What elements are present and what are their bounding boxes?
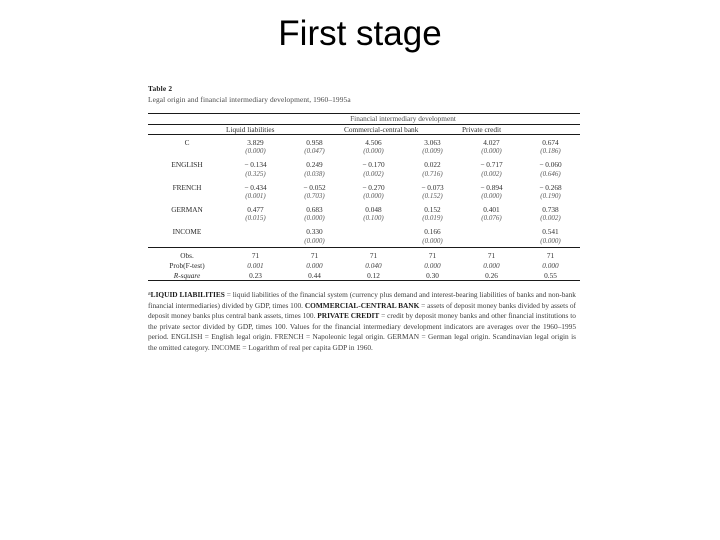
cell-pvalue: (0.703) <box>304 191 325 200</box>
table-bottom-rule <box>148 281 580 282</box>
cell-coef: 4.506 <box>344 135 403 148</box>
cell-pvalue <box>462 237 521 247</box>
cell-stat: 71 <box>226 247 285 260</box>
row-label-income: INCOME <box>172 227 202 237</box>
cell-coef: 0.738 <box>542 204 559 214</box>
footnote-marker: a <box>148 291 151 298</box>
cell-pvalue: (0.001) <box>245 191 266 200</box>
cell-stat: 0.30 <box>426 271 439 281</box>
pvalue-row-spacer <box>148 237 226 247</box>
cell-coef: − 0.434 <box>244 182 267 192</box>
row-label-english: ENGLISH <box>171 160 203 170</box>
cell-coef: 3.063 <box>403 135 462 148</box>
table-column-header-row <box>148 124 580 134</box>
table-pvalue-row <box>148 214 580 224</box>
column-header-private-credit: Private credit <box>462 124 580 134</box>
table-stat-row-prob-f-test <box>148 260 580 270</box>
cell-stat: 71 <box>344 247 403 260</box>
cell-coef: 3.829 <box>226 135 285 148</box>
stat-label-obs: Obs. <box>148 247 226 260</box>
cell-stat: 0.55 <box>544 271 557 281</box>
cell-pvalue: (0.038) <box>304 169 325 178</box>
table-stat-row-obs <box>148 247 580 260</box>
column-header-commercial-central-bank: Commercial-central bank <box>344 124 462 134</box>
cell-coef: 0.048 <box>365 204 382 214</box>
cell-pvalue: (0.002) <box>481 169 502 178</box>
table-number: Table 2 <box>148 84 173 93</box>
cell-pvalue: (0.002) <box>363 169 384 178</box>
pvalue-row-spacer <box>148 192 226 202</box>
cell-stat: 0.000 <box>424 260 441 270</box>
cell-stat: 0.26 <box>485 271 498 281</box>
cell-pvalue: (0.015) <box>245 214 266 223</box>
slide-title: First stage <box>278 14 442 53</box>
cell-coef: − 0.134 <box>244 160 267 170</box>
stat-label-r-square: R-square <box>173 271 201 281</box>
footnote-text-1: = liquid liabilities of the financial system (currency plus demand and interest-bearing liabilities of banks and non-bank financial intermediaries) divided by GDP, times 100. <box>148 290 576 310</box>
table-pvalue-row <box>148 170 580 180</box>
cell-coef <box>226 224 285 236</box>
cell-coef: − 0.052 <box>303 182 326 192</box>
cell-stat: 0.000 <box>542 260 559 270</box>
table-row <box>148 157 580 169</box>
cell-pvalue: (0.009) <box>422 147 443 156</box>
cell-stat: 0.001 <box>247 260 264 270</box>
row-label-german: GERMAN <box>171 204 203 214</box>
cell-coef: − 0.894 <box>480 182 503 192</box>
table-stat-row-r-square <box>148 270 580 281</box>
column-header-liquid-liabilities: Liquid liabilities <box>226 124 344 134</box>
cell-pvalue: (0.047) <box>304 147 325 156</box>
cell-pvalue: (0.100) <box>363 214 384 223</box>
cell-pvalue: (0.152) <box>422 191 443 200</box>
regression-table <box>148 113 580 281</box>
cell-coef: − 0.268 <box>539 182 562 192</box>
table-heading <box>148 84 580 104</box>
cell-coef: 0.401 <box>483 204 500 214</box>
table-row <box>148 224 580 236</box>
cell-coef: 0.152 <box>424 204 441 214</box>
cell-coef: 0.674 <box>521 135 580 148</box>
cell-pvalue: (0.019) <box>422 214 443 223</box>
cell-coef: − 0.170 <box>362 160 385 170</box>
row-label-c: C <box>148 135 226 148</box>
cell-coef: 0.541 <box>542 227 559 237</box>
cell-coef: 0.249 <box>306 160 323 170</box>
cell-pvalue: (0.076) <box>481 214 502 223</box>
cell-pvalue: (0.000) <box>363 147 384 156</box>
cell-stat: 71 <box>403 247 462 260</box>
cell-stat: 0.23 <box>249 271 262 281</box>
table-footnote <box>148 286 576 353</box>
cell-pvalue: (0.000) <box>481 147 502 156</box>
footnote-term-private-credit: PRIVATE CREDIT <box>317 311 380 321</box>
cell-pvalue: (0.325) <box>245 169 266 178</box>
cell-pvalue: (0.646) <box>540 169 561 178</box>
cell-coef: 0.166 <box>424 227 441 237</box>
table-row <box>148 202 580 214</box>
cell-pvalue: (0.000) <box>481 191 502 200</box>
cell-coef <box>344 224 403 236</box>
scanned-table-image <box>148 84 580 353</box>
footnote-term-commercial-central-bank: COMMERCIAL-CENTRAL BANK <box>304 300 420 310</box>
cell-stat: 71 <box>462 247 521 260</box>
column-header-spacer <box>148 124 226 134</box>
cell-pvalue: (0.000) <box>363 191 384 200</box>
cell-stat: 0.12 <box>367 271 380 281</box>
cell-stat: 71 <box>285 247 344 260</box>
cell-pvalue: (0.000) <box>304 236 325 245</box>
cell-stat: 71 <box>521 247 580 260</box>
footnote-text-2: = assets of deposit money banks divided by assets of deposit money banks plus central bank assets, times 100. <box>148 300 577 321</box>
table-pvalue-row <box>148 147 580 157</box>
cell-pvalue: (0.190) <box>540 191 561 200</box>
cell-coef: − 0.270 <box>362 182 385 192</box>
table-group-header-row <box>148 114 580 124</box>
cell-coef: 0.330 <box>306 227 323 237</box>
cell-coef: 0.958 <box>285 135 344 148</box>
cell-pvalue: (0.000) <box>540 236 561 245</box>
cell-pvalue: (0.002) <box>540 214 561 223</box>
pvalue-row-spacer <box>148 214 226 224</box>
group-header-spacer <box>148 114 226 124</box>
cell-pvalue: (0.186) <box>540 147 561 156</box>
cell-pvalue: (0.716) <box>422 169 443 178</box>
table-row <box>148 135 580 148</box>
row-label-french: FRENCH <box>172 182 202 192</box>
pvalue-row-spacer <box>148 170 226 180</box>
table-pvalue-row <box>148 237 580 247</box>
cell-pvalue <box>344 237 403 247</box>
cell-pvalue: (0.000) <box>245 147 266 156</box>
cell-pvalue: (0.000) <box>304 214 325 223</box>
cell-coef <box>462 224 521 236</box>
cell-pvalue: (0.000) <box>422 236 443 245</box>
footnote-text-3: = credit by deposit money banks and other financial institutions to the private sector divided by GDP, times 100. Values for the financial intermediary development indicators are averages over the 1960–1995 period. ENGLISH = English legal origin. FRENCH = Napoleonic legal origin. GERMAN = German legal origin. Scandinavian legal origin is the omitted category. INCOME = Logarithm of real per capita GDP in 1960. <box>148 311 576 352</box>
table-pvalue-row <box>148 192 580 202</box>
table-row <box>148 180 580 192</box>
cell-stat: 0.000 <box>483 260 500 270</box>
group-header-label: Financial intermediary development <box>226 114 580 124</box>
cell-coef: 4.027 <box>462 135 521 148</box>
pvalue-row-spacer <box>148 147 226 157</box>
footnote-term-liquid-liabilities: LIQUID LIABILITIES <box>150 290 225 300</box>
cell-coef: − 0.060 <box>539 160 562 170</box>
cell-stat: 0.040 <box>365 260 382 270</box>
table-caption: Legal origin and financial intermediary development, 1960–1995a <box>148 94 351 104</box>
cell-stat: 0.44 <box>308 271 321 281</box>
cell-coef: − 0.717 <box>480 160 503 170</box>
cell-coef: 0.683 <box>306 204 323 214</box>
cell-pvalue <box>226 237 285 247</box>
cell-stat: 0.000 <box>306 260 323 270</box>
cell-coef: 0.022 <box>424 160 441 170</box>
cell-coef: − 0.073 <box>421 182 444 192</box>
stat-label-prob-f-test: Prob(F-test) <box>169 260 205 270</box>
cell-coef: 0.477 <box>247 204 264 214</box>
